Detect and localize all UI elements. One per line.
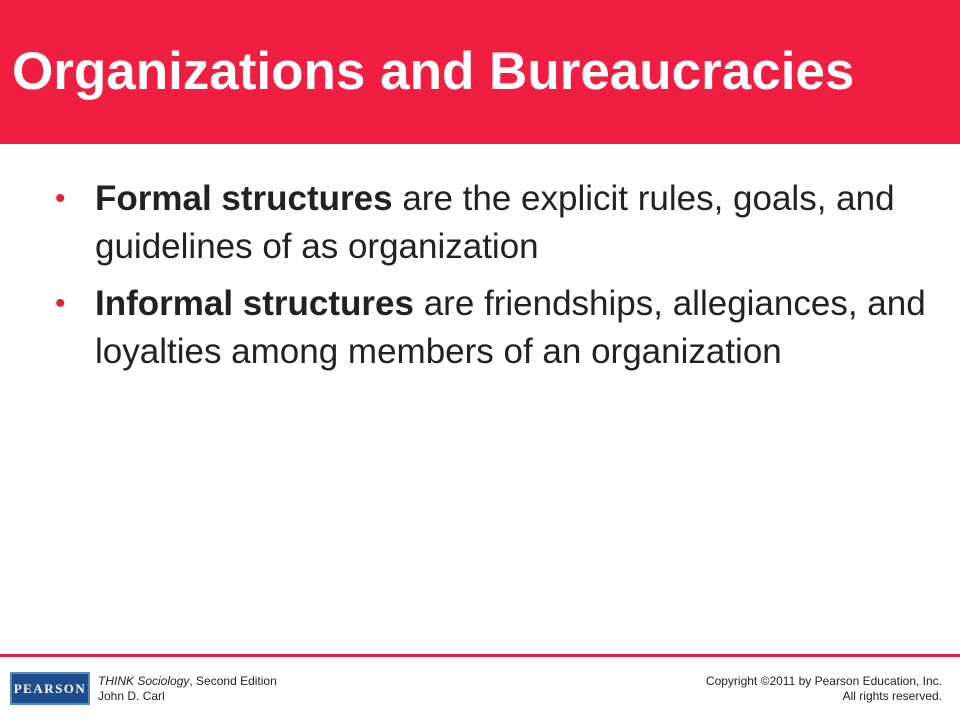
- bullet-text: [95, 280, 935, 376]
- title-bar: [0, 0, 960, 144]
- bullet-dot-icon: •: [55, 182, 66, 215]
- bullet-item-formal: [55, 175, 935, 271]
- bullet-description: are friendships, allegiances, and loyalties among members of an organization: [95, 284, 926, 371]
- footer-divider: [0, 654, 960, 657]
- bullet-text: [95, 175, 935, 271]
- bullet-description: are the explicit rules, goals, and guidelines of as organization: [95, 179, 895, 266]
- book-title-line: [98, 674, 277, 689]
- book-edition: , Second Edition: [189, 674, 277, 688]
- bullet-list: [55, 175, 935, 385]
- footer-copyright: [706, 674, 942, 704]
- bullet-term: Formal structures: [95, 179, 393, 218]
- rights-text: All rights reserved.: [842, 689, 942, 703]
- bullet-item-informal: [55, 280, 935, 376]
- bullet-term: Informal structures: [95, 284, 414, 323]
- bullet-dot-icon: •: [55, 287, 66, 320]
- pearson-logo: [10, 672, 90, 705]
- pearson-logo-text: PEARSON: [13, 680, 87, 696]
- slide-title: Organizations and Bureaucracies: [12, 42, 855, 101]
- copyright-text: Copyright ©2011 by Pearson Education, Inc.: [705, 674, 942, 688]
- footer-book-info: [98, 674, 277, 704]
- book-author: John D. Carl: [98, 689, 165, 703]
- book-title: THINK Sociology: [98, 674, 190, 688]
